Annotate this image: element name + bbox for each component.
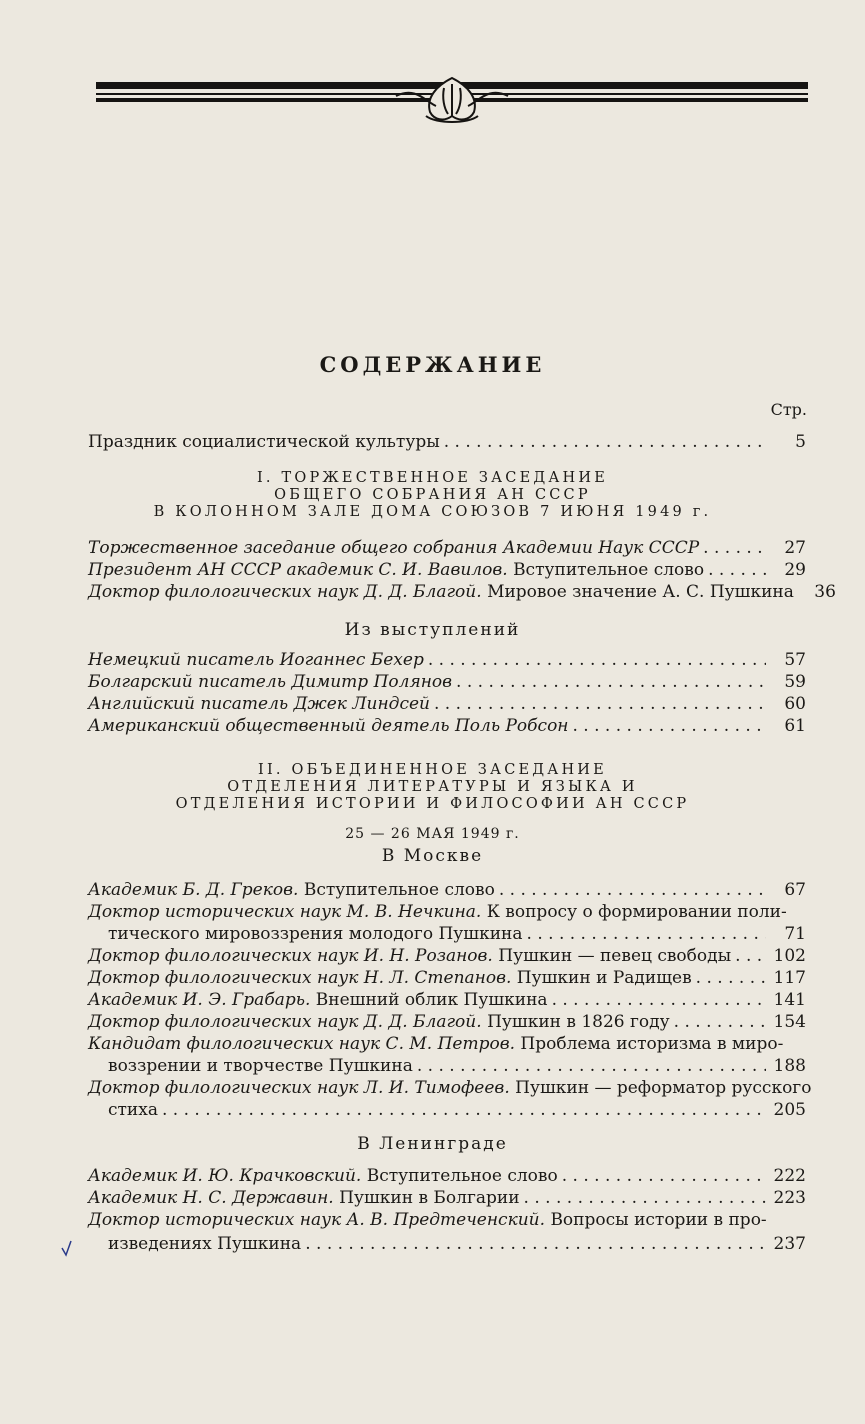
ornament-divider-icon [96,76,808,126]
page-title: СОДЕРЖАНИЕ [319,352,546,377]
toc-entry[interactable]: Доктор филологических наук Д. Д. Благой. Мировое значение А. С. Пушкина 36 [88,582,836,602]
speeches-heading: Из выступлений [344,620,521,640]
toc-entry-cont[interactable]: стиха . . . 205 [108,1100,806,1120]
toc-entry[interactable]: Кандидат филологических наук С. М. Петров. Проблема историзма в миро- [88,1034,784,1054]
toc-entry[interactable]: Доктор филологических наук И. Н. Розанов. Пушкин — певец свободы . . . 102 [88,946,806,966]
toc-entry[interactable]: Немецкий писатель Иоганнес Бехер . . . 57 [88,650,806,670]
leningrad-heading: В Ленинграде [357,1134,508,1154]
toc-entry-intro[interactable] [88,432,806,452]
toc-entry[interactable]: Английский писатель Джек Линдсей . . . 60 [88,694,806,714]
entry-page: 5 [795,432,806,452]
section2-date: 25 — 26 МАЯ 1949 г. [345,826,520,842]
section1-heading: I. ТОРЖЕСТВЕННОЕ ЗАСЕДАНИЕ ОБЩЕГО СОБРАНИЯ АН СССР В КОЛОННОМ ЗАЛЕ ДОМА СОЮЗОВ 7 ИЮНЯ 1949 г. [153,470,712,520]
entry-text: Праздник социалистической культуры [88,432,440,452]
toc-entry[interactable]: Доктор филологических наук Л. И. Тимофеев. Пушкин — реформатор русского [88,1078,812,1098]
toc-entry[interactable]: Доктор филологических наук Д. Д. Благой. Пушкин в 1826 году . . . 154 [88,1012,806,1032]
toc-entry[interactable]: Академик И. Ю. Крачковский. Вступительное слово . . . 222 [88,1166,806,1186]
toc-entry[interactable]: Торжественное заседание общего собрания Академии Наук СССР . . . 27 [88,538,806,558]
toc-entry[interactable]: Американский общественный деятель Поль Робсон . . . 61 [88,716,806,736]
pencil-check-mark-icon [60,1238,74,1258]
toc-entry[interactable]: Болгарский писатель Димитр Полянов . . . 59 [88,672,806,692]
toc-entry[interactable]: Доктор филологических наук Н. Л. Степанов. Пушкин и Радищев . . . 117 [88,968,806,988]
toc-entry[interactable]: Академик И. Э. Грабарь. Внешний облик Пушкина . . . 141 [88,990,806,1010]
toc-entry[interactable]: Академик Б. Д. Греков. Вступительное слово . . . 67 [88,880,806,900]
toc-entry-cont[interactable]: изведениях Пушкина . . . 237 [108,1234,806,1254]
toc-entry[interactable]: Доктор исторических наук А. В. Предтеченский. Вопросы истории в про- [88,1210,767,1230]
toc-entry-cont[interactable]: тического мировоззрения молодого Пушкина . . . 71 [108,924,806,944]
toc-entry-cont[interactable]: воззрении и творчестве Пушкина . . . 188 [108,1056,806,1076]
toc-entry[interactable]: Академик Н. С. Державин. Пушкин в Болгарии . . . 223 [88,1188,806,1208]
moscow-heading: В Москве [381,846,484,866]
toc-entry[interactable]: Президент АН СССР академик С. И. Вавилов. Вступительное слово . . . 29 [88,560,806,580]
section2-heading: II. ОБЪЕДИНЕННОЕ ЗАСЕДАНИЕ ОТДЕЛЕНИЯ ЛИТЕРАТУРЫ И ЯЗЫКА И ОТДЕЛЕНИЯ ИСТОРИИ И ФИЛОСОФИИ АН СССР [175,762,690,812]
toc-entry[interactable]: Доктор исторических наук М. В. Нечкина. К вопросу о формировании поли- [88,902,787,922]
page-column-label: Стр. [770,400,807,419]
